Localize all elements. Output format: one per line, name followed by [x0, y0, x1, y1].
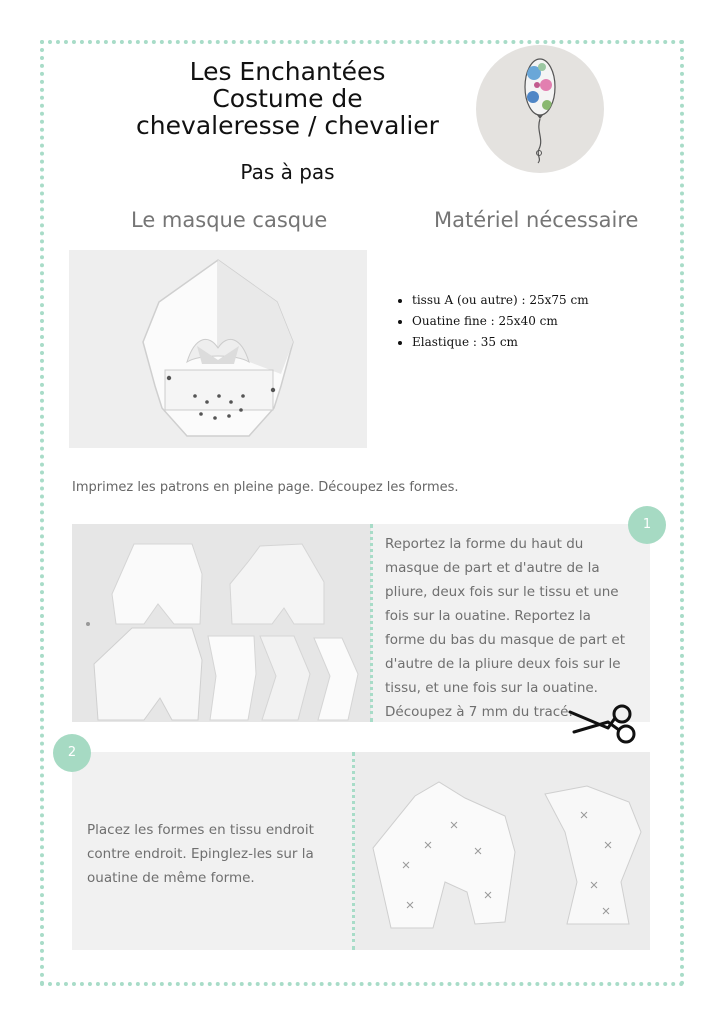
balloon-icon	[476, 45, 604, 173]
logo-badge	[476, 45, 604, 173]
step-1-line: fois sur la ouatine. Reportez la	[385, 608, 591, 624]
page-title	[120, 58, 455, 139]
step-2-badge: 2	[53, 734, 91, 772]
material-item: • Ouatine fine : 25x40 cm	[412, 311, 589, 332]
step-2-line: contre endroit. Epinglez-les sur la	[87, 846, 314, 862]
title-line-2: Costume de	[212, 84, 363, 113]
mask-photo	[69, 250, 367, 448]
step-1-line: d'autre de la pliure deux fois sur le	[385, 656, 621, 672]
page-subtitle: Pas à pas	[240, 160, 335, 184]
mask-heading: Le masque casque	[131, 208, 328, 232]
title-line-3: chevaleresse / chevalier	[136, 111, 439, 140]
step-1-text	[385, 532, 645, 724]
step-1-line: Découpez à 7 mm du tracé.	[385, 704, 573, 720]
intro-text: Imprimez les patrons en pleine page. Découpez les formes.	[72, 480, 459, 495]
pattern-pieces-photo	[72, 524, 371, 722]
step-2-line: ouatine de même forme.	[87, 870, 255, 886]
material-item: • tissu A (ou autre) : 25x75 cm	[412, 290, 589, 311]
step-1-line: forme du bas du masque de part et	[385, 632, 625, 648]
scissors-icon	[568, 702, 640, 746]
material-item: • Elastique : 35 cm	[412, 332, 589, 353]
materials-heading: Matériel nécessaire	[434, 208, 639, 232]
step-1-line: masque de part et d'autre de la	[385, 560, 600, 576]
step-1-badge: 1	[628, 506, 666, 544]
step-2-line: Placez les formes en tissu endroit	[87, 822, 314, 838]
step-2-text	[87, 818, 347, 890]
step-1-line: Reportez la forme du haut du	[385, 536, 584, 552]
step-1-line: tissu, et une fois sur la ouatine.	[385, 680, 598, 696]
materials-list	[392, 290, 589, 353]
pinned-pieces-photo	[355, 752, 650, 950]
step-1-line: pliure, deux fois sur le tissu et une	[385, 584, 619, 600]
step-1-divider	[370, 524, 373, 722]
title-line-1: Les Enchantées	[189, 57, 386, 86]
